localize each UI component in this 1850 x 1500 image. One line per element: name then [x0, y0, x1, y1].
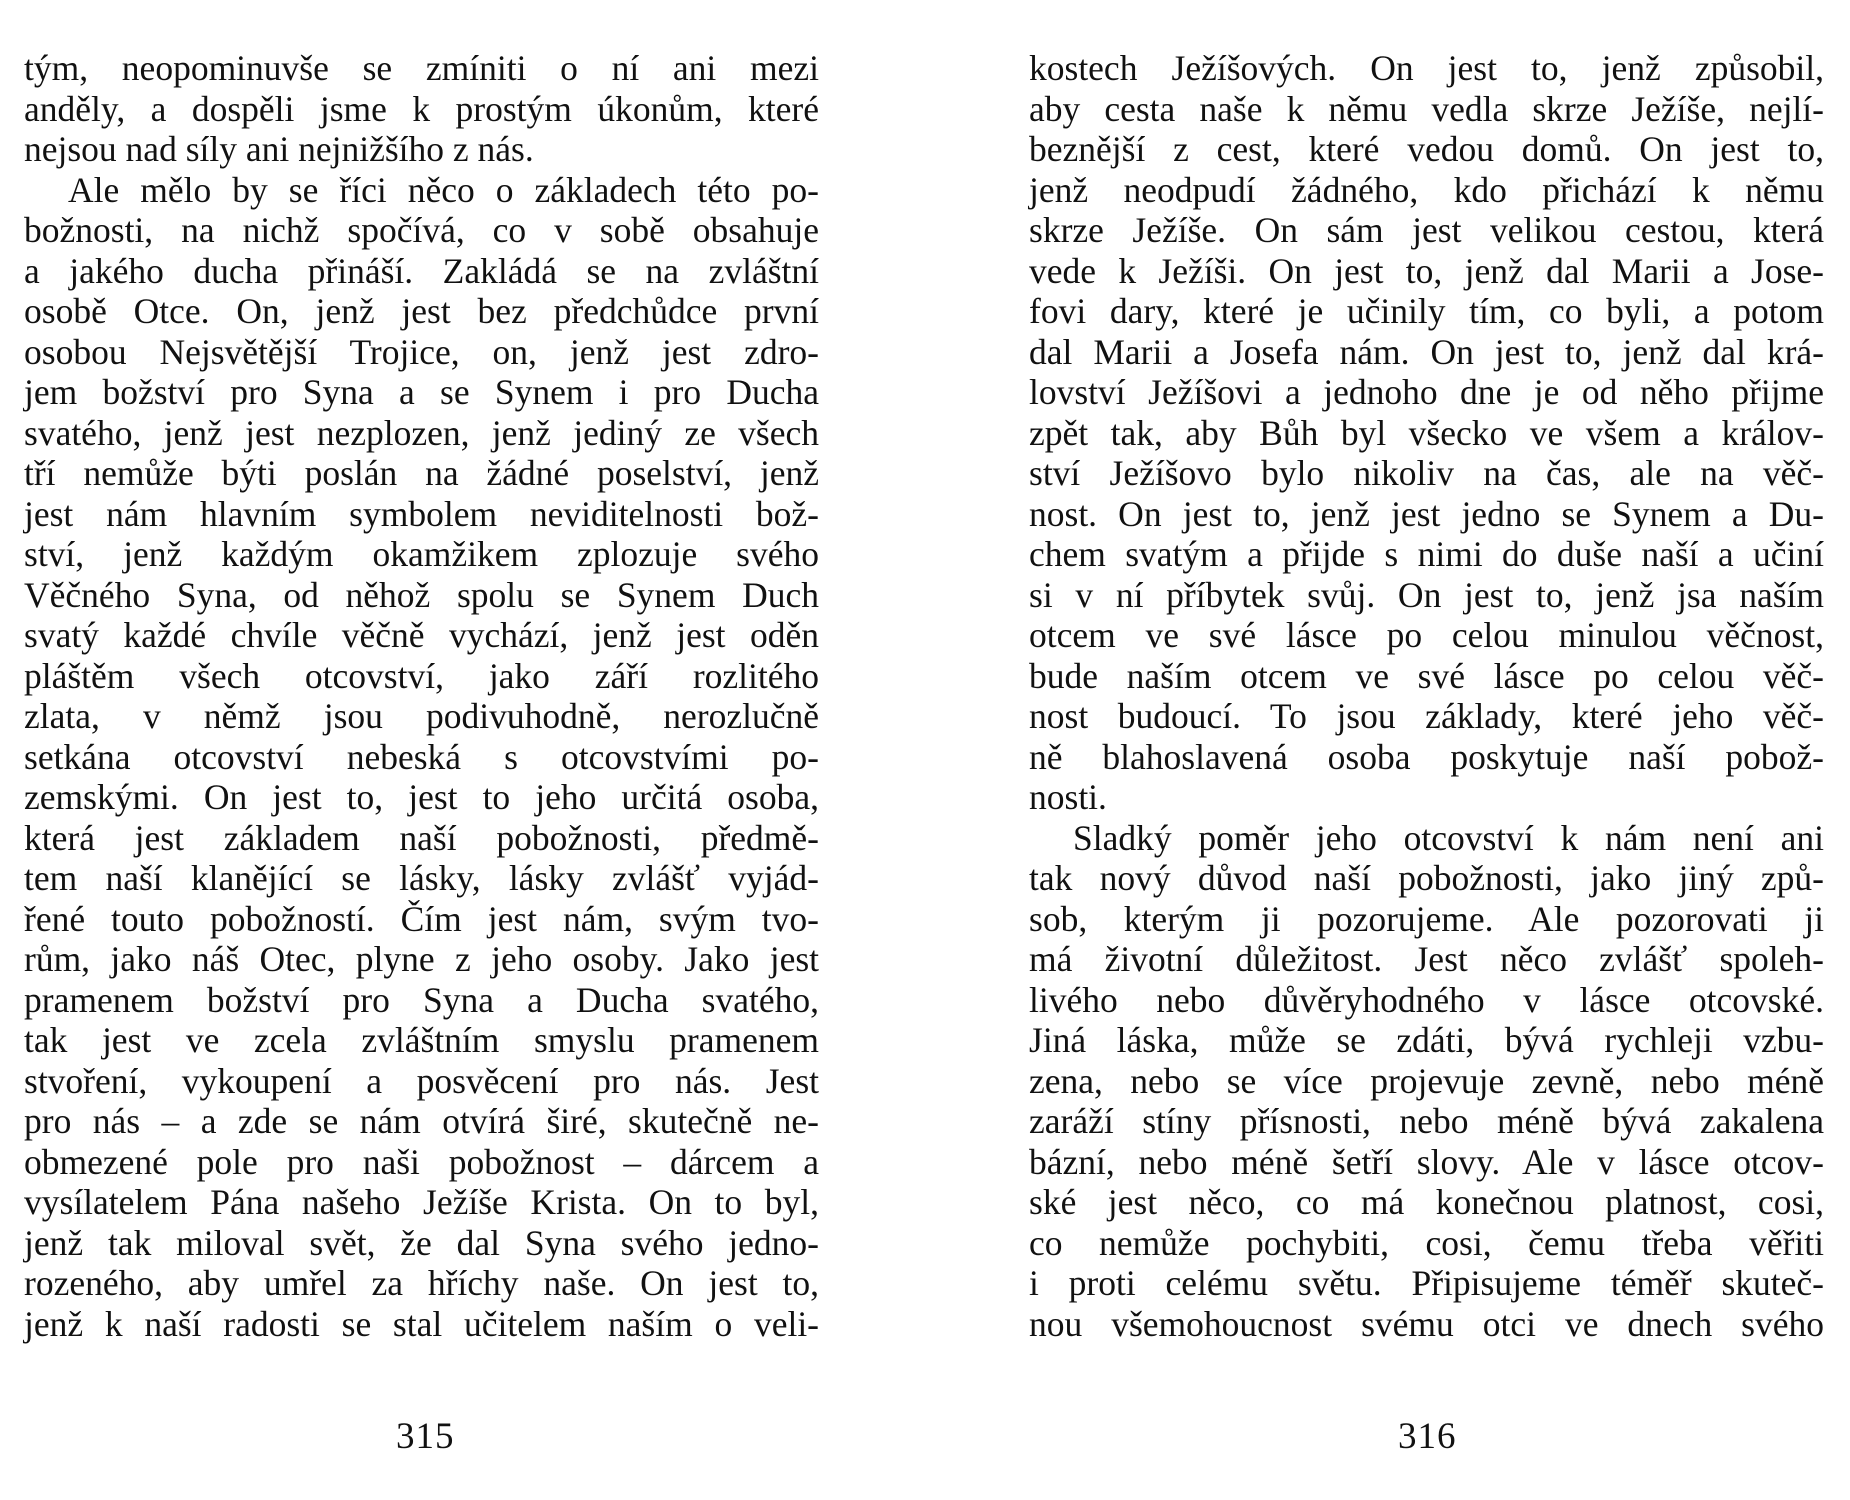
text-line: tak nový důvod naší pobožnosti, jako jiný způ- [1029, 858, 1824, 898]
text-line: ně blahoslavená osoba poskytuje naší pobož- [1029, 736, 1824, 777]
text-line: rům, jako náš Otec, plyne z jeho osoby. Jako jest [24, 939, 819, 979]
text-line: ství Ježíšovo bylo nikoliv na čas, ale na věč- [1029, 453, 1824, 493]
text-line: nosti. [1029, 777, 1107, 817]
text-line: má životní důležitost. Jest něco zvlášť spoleh- [1029, 939, 1824, 979]
text-line: tří nemůže býti poslán na žádné poselství, jenž [24, 453, 819, 493]
text-line: nost budoucí. To jsou základy, které jeho věč- [1029, 696, 1824, 736]
text-line: jest nám hlavním symbolem neviditelnosti bož- [24, 493, 819, 534]
text-line: svatého, jenž jest nezplozen, jenž jediný ze všech [24, 412, 819, 453]
text-line: tak jest ve zcela zvláštním smyslu pramenem [24, 1020, 819, 1060]
right-page [925, 0, 1850, 1500]
text-line: livého nebo důvěryhodného v lásce otcovské. [1029, 979, 1824, 1020]
text-line: nost. On jest to, jenž jest jedno se Synem a Du- [1029, 493, 1824, 534]
text-line: zaráží stíny přísnosti, nebo méně bývá zakalena [1029, 1101, 1824, 1141]
text-line: Věčného Syna, od něhož spolu se Synem Duch [24, 574, 819, 615]
left-page-text [24, 48, 819, 1344]
text-line: tým, neopominuvše se zmíniti o ní ani mezi [24, 48, 819, 88]
text-line: tem naší klanějící se lásky, lásky zvlášť vyjád- [24, 858, 819, 898]
text-line: která jest základem naší pobožnosti, předmě- [24, 817, 819, 858]
text-line: pláštěm všech otcovství, jako září rozlitého [24, 655, 819, 696]
text-line: skrze Ježíše. On sám jest velikou cestou, která [1029, 210, 1824, 250]
text-line: vysílatelem Pána našeho Ježíše Krista. On to byl, [24, 1182, 819, 1222]
right-page-text [1029, 48, 1824, 1344]
text-line: osobou Nejsvětější Trojice, on, jenž jest zdro- [24, 331, 819, 372]
text-line: Jiná láska, může se zdáti, bývá rychleji vzbu- [1029, 1020, 1824, 1060]
text-line: vede k Ježíši. On jest to, jenž dal Marii a Jose- [1029, 250, 1824, 291]
text-line: dal Marii a Josefa nám. On jest to, jenž dal krá- [1029, 331, 1824, 372]
text-line: bude naším otcem ve své lásce po celou věč- [1029, 655, 1824, 696]
text-line: nejsou nad síly ani nejnižšího z nás. [24, 129, 534, 169]
page-number: 315 [396, 1416, 455, 1457]
text-line: beznější z cest, které vedou domů. On jest to, [1029, 129, 1824, 169]
text-line: anděly, a dospěli jsme k prostým úkonům, které [24, 88, 819, 129]
text-line: ství, jenž každým okamžikem zplozuje svého [24, 534, 819, 574]
text-line: nou všemohoucnost svému otci ve dnech svého [1029, 1303, 1824, 1344]
text-line: sob, kterým ji pozorujeme. Ale pozorovati ji [1029, 898, 1824, 939]
text-line: jenž neodpudí žádného, kdo přichází k němu [1029, 169, 1824, 210]
text-line: pro nás – a zde se nám otvírá širé, skutečně ne- [24, 1101, 819, 1141]
text-line: svatý každé chvíle věčně vychází, jenž jest oděn [24, 615, 819, 655]
text-line: ské jest něco, co má konečnou platnost, cosi, [1029, 1182, 1824, 1222]
text-line: lovství Ježíšovi a jednoho dne je od něho přijme [1029, 372, 1824, 412]
text-line: obmezené pole pro naši pobožnost – dárcem a [24, 1141, 819, 1182]
text-line: aby cesta naše k němu vedla skrze Ježíše, nejlí- [1029, 88, 1824, 129]
text-line: otcem ve své lásce po celou minulou věčnost, [1029, 615, 1824, 655]
text-line: kostech Ježíšových. On jest to, jenž způsobil, [1029, 48, 1824, 88]
text-line: rozeného, aby umřel za hříchy naše. On jest to, [24, 1263, 819, 1303]
text-line: osobě Otce. On, jenž jest bez předchůdce první [24, 291, 819, 331]
text-line: chem svatým a přijde s nimi do duše naší a učiní [1029, 534, 1824, 574]
text-line: pramenem božství pro Syna a Ducha svatého, [24, 979, 819, 1020]
text-line: řené touto pobožností. Čím jest nám, svým tvo- [24, 898, 819, 939]
text-line: stvoření, vykoupení a posvěcení pro nás. Jest [24, 1060, 819, 1101]
text-line: co nemůže pochybiti, cosi, čemu třeba věřiti [1029, 1222, 1824, 1263]
text-line: jenž k naší radosti se stal učitelem naším o veli- [24, 1303, 819, 1344]
text-line: Ale mělo by se říci něco o základech této po- [68, 169, 819, 210]
text-line: fovi dary, které je učinily tím, co byli, a potom [1029, 291, 1824, 331]
text-line: zemskými. On jest to, jest to jeho určitá osoba, [24, 777, 819, 817]
text-line: setkána otcovství nebeská s otcovstvími po- [24, 736, 819, 777]
text-line: jem božství pro Syna a se Synem i pro Ducha [24, 372, 819, 412]
text-line: si v ní příbytek svůj. On jest to, jenž jsa naším [1029, 574, 1824, 615]
text-line: a jakého ducha přináší. Zakládá se na zvláštní [24, 250, 819, 291]
page-number: 316 [1398, 1416, 1457, 1457]
text-line: bázní, nebo méně šetří slovy. Ale v lásce otcov- [1029, 1141, 1824, 1182]
text-line: Sladký poměr jeho otcovství k nám není ani [1073, 817, 1824, 858]
text-line: i proti celému světu. Připisujeme téměř skuteč- [1029, 1263, 1824, 1303]
text-line: zlata, v němž jsou podivuhodně, nerozlučně [24, 696, 819, 736]
text-line: zpět tak, aby Bůh byl všecko ve všem a králov- [1029, 412, 1824, 453]
text-line: zena, nebo se více projevuje zevně, nebo méně [1029, 1060, 1824, 1101]
text-line: božnosti, na nichž spočívá, co v sobě obsahuje [24, 210, 819, 250]
text-line: jenž tak miloval svět, že dal Syna svého jedno- [24, 1222, 819, 1263]
